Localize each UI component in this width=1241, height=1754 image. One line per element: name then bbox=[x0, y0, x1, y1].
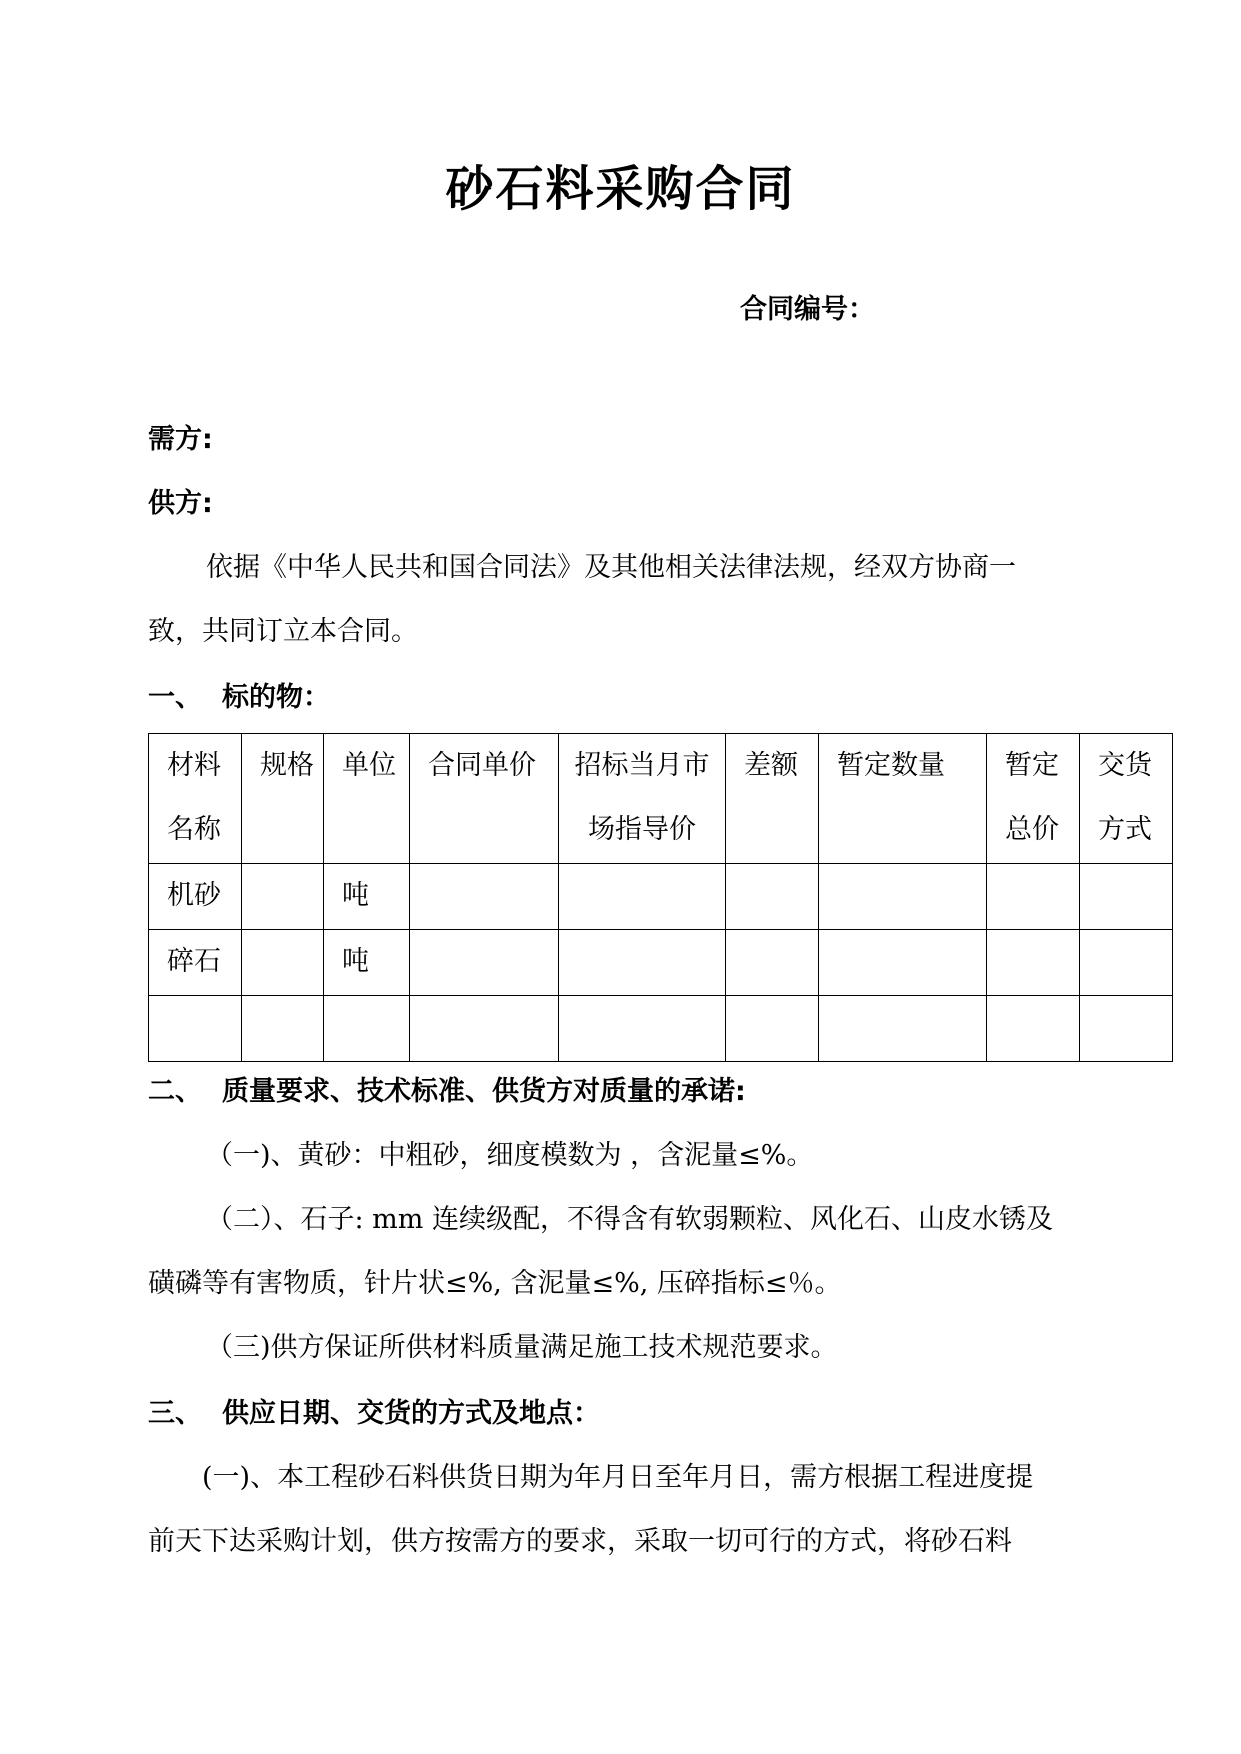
section-1-number: 一、 bbox=[148, 682, 202, 713]
table-cell bbox=[242, 864, 324, 930]
table-cell bbox=[726, 996, 819, 1062]
table-cell bbox=[410, 864, 559, 930]
table-cell bbox=[324, 996, 410, 1062]
header-cell: 单位 bbox=[324, 734, 410, 864]
table-row bbox=[149, 864, 1173, 930]
table-header-row bbox=[149, 734, 1173, 864]
section-3-item-1-line-2: 前天下达采购计划，供方按需方的要求，采取一切可行的方式，将砂石料 bbox=[148, 1526, 1012, 1557]
seller-label: 供方: bbox=[148, 488, 213, 519]
table-cell bbox=[149, 996, 242, 1062]
table-cell bbox=[819, 996, 987, 1062]
table-cell: 机砂 bbox=[149, 864, 242, 930]
table-cell bbox=[410, 996, 559, 1062]
table-cell bbox=[987, 864, 1080, 930]
items-table bbox=[148, 733, 1173, 1062]
header-cell: 规格 bbox=[242, 734, 324, 864]
intro-paragraph-line-1: 依据《中华人民共和国合同法》及其他相关法律法规，经双方协商一 bbox=[206, 552, 1016, 583]
header-cell: 合同单价 bbox=[410, 734, 559, 864]
header-cell: 招标当月市 场指导价 bbox=[559, 734, 726, 864]
header-cell: 差额 bbox=[726, 734, 819, 864]
table-cell bbox=[819, 930, 987, 996]
table-cell: 吨 bbox=[324, 930, 410, 996]
table-row bbox=[149, 930, 1173, 996]
table-cell bbox=[242, 996, 324, 1062]
table-cell: 吨 bbox=[324, 864, 410, 930]
header-cell: 材料 名称 bbox=[149, 734, 242, 864]
header-cell: 交货 方式 bbox=[1080, 734, 1173, 864]
section-3-title: 供应日期、交货的方式及地点： bbox=[222, 1398, 600, 1429]
section-2-number: 二、 bbox=[148, 1076, 202, 1107]
buyer-label: 需方: bbox=[148, 424, 213, 455]
header-cell: 暂定数量 bbox=[819, 734, 987, 864]
table-row bbox=[149, 996, 1173, 1062]
table-cell bbox=[559, 930, 726, 996]
table-cell: 碎石 bbox=[149, 930, 242, 996]
table-cell bbox=[559, 996, 726, 1062]
table-cell bbox=[1080, 996, 1173, 1062]
section-1-title: 标的物： bbox=[222, 682, 330, 713]
section-3-item-1-line-1: (一)、本工程砂石料供货日期为年月日至年月日，需方根据工程进度提 bbox=[202, 1462, 1034, 1493]
table-cell bbox=[819, 864, 987, 930]
table-cell bbox=[242, 930, 324, 996]
section-3-number: 三、 bbox=[148, 1398, 202, 1429]
contract-number-label: 合同编号： bbox=[740, 294, 875, 325]
table-cell bbox=[1080, 864, 1173, 930]
intro-paragraph-line-2: 致，共同订立本合同。 bbox=[148, 616, 418, 647]
section-2-item-2-line-2: 磺磷等有害物质，针片状≤%, 含泥量≤%, 压碎指标≤％。 bbox=[148, 1268, 842, 1299]
section-2-item-3: （三)供方保证所供材料质量满足施工技术规范要求。 bbox=[206, 1332, 838, 1363]
table-cell bbox=[1080, 930, 1173, 996]
document-title: 砂石料采购合同 bbox=[445, 161, 796, 217]
section-2-item-2-line-1: （二）、石子: mm 连续级配，不得含有软弱颗粒、风化石、山皮水锈及 bbox=[206, 1204, 1053, 1235]
table-cell bbox=[987, 996, 1080, 1062]
section-2-title: 质量要求、技术标准、供货方对质量的承诺: bbox=[222, 1076, 746, 1107]
table-cell bbox=[987, 930, 1080, 996]
table-cell bbox=[726, 864, 819, 930]
table-cell bbox=[410, 930, 559, 996]
header-cell: 暂定 总价 bbox=[987, 734, 1080, 864]
table-cell bbox=[726, 930, 819, 996]
table-cell bbox=[559, 864, 726, 930]
section-2-item-1: （一)、黄砂：中粗砂，细度模数为 ，含泥量≤%。 bbox=[206, 1140, 814, 1171]
